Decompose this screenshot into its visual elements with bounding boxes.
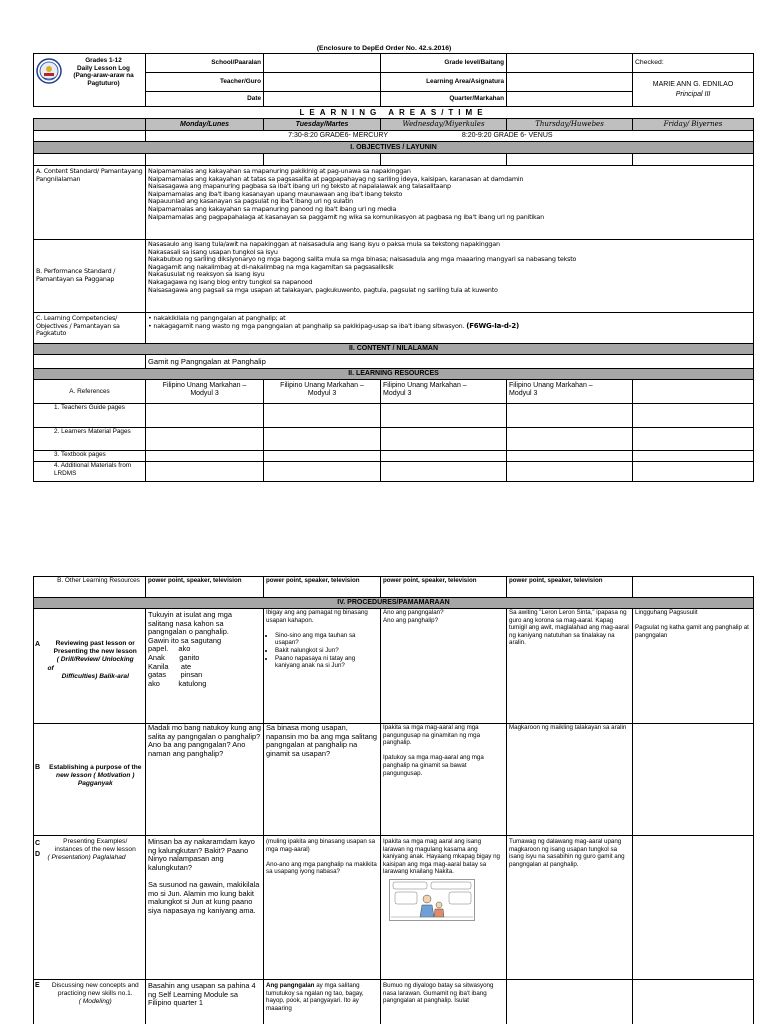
other-tuesday: power point, speaker, television — [264, 577, 381, 598]
proc-cd-thursday: Tumawag ng dalawang mag-aaral upang magkaroon ng isang usapan tungkol sa isang isyu na sasabihin ng guro gamit ang pangngalan at panghalip. — [507, 836, 633, 980]
proc-b-thursday: Magkaroon ng maikling talakayan sa aralin — [507, 724, 633, 836]
competencies-label: C. Learning Competencies/ Objectives / Pamantayan sa Pagkatuto — [34, 313, 146, 344]
performance-standard-label: B. Performance Standard / Pamantayan sa Pagganap — [34, 240, 146, 313]
schedule-second: 8:20-9:20 GRADE 6- VENUS — [461, 132, 553, 140]
proc-a-letter: A — [34, 609, 46, 724]
proc-e-tuesday: Ang pangngalan ay mga salitang tumutukoy sa ngalan ng tao, bagay, hayop, pook, at pangyayari. Ito ay maaaring — [264, 980, 381, 1024]
proc-cd-label: Presenting Examples/ instances of the new lesson ( Presentation) Paglalahad — [46, 836, 146, 980]
learners-material-label: 2. Learners Material Pages — [34, 428, 146, 451]
competencies-text: • nakakikilala ng pangngalan at panghalip; at • nakagagamit nang wasto ng mga pangngalan at panghalip sa pakikipag-usap sa iba't ibang sitwasyon. (F6WG-Ia-d-2) — [146, 313, 754, 344]
parent-child-illustration — [389, 879, 475, 921]
competency-code: (F6WG-Ia-d-2) — [466, 321, 520, 330]
day-wednesday: Wednesday/Miyerkules — [381, 119, 507, 131]
day-tuesday: Tuesday/Martes — [264, 119, 381, 131]
date-value[interactable] — [264, 92, 381, 107]
school-label: School/Paaralan — [146, 54, 264, 73]
proc-cd-letters: C D — [34, 836, 46, 980]
grade-value[interactable] — [507, 54, 633, 73]
proc-b-label: Establishing a purpose of the new lesson ( Motivation ) Pagganyak — [46, 724, 146, 836]
log-title-line: Daily Lesson Log — [77, 64, 130, 72]
lesson-log-table-top — [33, 53, 754, 482]
proc-b-monday: Madali mo bang natukoy kung ang salita ay pangngalan o panghalip? Ano ba ang pangngalan? Ano naman ang panghalip? — [146, 724, 264, 836]
content-standard-text: Naipamamalas ang kakayahan sa mapanuring pakikinig at pag-unawa sa napakinggan Naipamamalas ang kakayahan at tatas sa pagsasalita at pagpapahayag ng sariling ideya, kaisipan, karanasan at damdamin Naisasagawa ang mapanuring pagbasa sa iba't ibang uri ng teksto at napalalawak ang talasalitaanp Naipamamalas ang iba't ibang kasanayan upang maunawaan ang iba't ibang teksto Napauunlad ang kasanayan sa pagsulat ng iba't ibang uri ng sulatin Naipamamalas ang kakayahan sa mapanuring panood ng iba't ibang uri ng media Naipamamalas ang pagpapahalaga at kasanayan sa paggamit ng wika sa komunikasyon at pagbasa ng iba't ibang uri ng panitikan — [146, 166, 754, 240]
other-wednesday: power point, speaker, television — [381, 577, 507, 598]
deped-seal-icon — [36, 58, 62, 84]
checker-name: MARIE ANN G. EDNILAO — [652, 80, 734, 88]
ref-monday: Filipino Unang Markahan – Modyul 3 — [146, 380, 264, 404]
log-title-line: Grades 1-12 — [85, 57, 122, 64]
lesson-log-table-bottom — [33, 576, 754, 1024]
other-resources-label: B. Other Learning Resources — [34, 577, 146, 598]
proc-a-wednesday: Ano ang pangngalan? Ano ang panghalip? — [381, 609, 507, 724]
checker-title: Principal III — [675, 90, 711, 98]
proc-b-tuesday: Sa binasa mong usapan, napansin mo ba ang mga salitang pangngalan at panghalip na ginamit sa usapan? — [264, 724, 381, 836]
proc-cd-tuesday: (muling ipakita ang binasang usapan sa mga mag-aaral) Ano-ano ang mga panghalip na makikita sa usapang iyong nabasa? — [264, 836, 381, 980]
other-monday: power point, speaker, television — [146, 577, 264, 598]
references-label: A. References — [34, 380, 146, 404]
grade-label: Grade level/Baitang — [381, 54, 507, 73]
performance-standard-text: Nasasaulo ang isang tula/awit na napakinggan at naisasadula ang isang isyu o paksa mula sa tekstong napakinggan Nakasasali sa isang usapan tungkol sa isyu Nakabubuo ng sariling diksiyonaryo ng mga bagong salita mula sa mga binasa; naisasadula ang mga maaaring mangyari sa nabasang teksto Nagagamit ang nakalimbag at di-nakalimbag na mga kagamitan sa pagsasaliksik Nakasusulat ng reaksyon sa isang isyu Nakagagawa ng isang blog entry tungkol sa napanood Naisasagawa ang pagsali sa mga usapan at talakayan, pagkukuwento, pagtula, pagsulat ng sariling tula at kuwento — [146, 240, 754, 313]
proc-e-label: Discussing new concepts and practicing new skills no.1. ( Modeling) — [46, 980, 146, 1024]
proc-e-monday: Basahin ang usapan sa pahina 4 ng Self Learning Module sa Filipino quarter 1 — [146, 980, 264, 1024]
objectives-heading: I. OBJECTIVES / LAYUNIN — [34, 142, 754, 154]
teacher-label: Teacher/Guro — [146, 73, 264, 92]
quarter-value[interactable] — [507, 92, 633, 107]
checked-label: Checked: — [633, 54, 754, 73]
content-topic: Gamit ng Pangngalan at Panghalip — [146, 355, 754, 369]
content-standard-label: A. Content Standard/ Pamantayang Pangnilalaman — [34, 166, 146, 240]
proc-a-tuesday: Ibigay ang ang pamagat ng binasang usapan kahapon. • Sino-sino ang mga tauhan sa usapan? • Bakit nalungkot si Jun? • Paano napasaya ni tatay ang kaniyang anak na si Jun? — [264, 609, 381, 724]
resources-heading: II. LEARNING RESOURCES — [34, 369, 754, 380]
area-label: Learning Area/Asignatura — [381, 73, 507, 92]
date-label: Date — [146, 92, 264, 107]
proc-e-wednesday: Bumuo ng diyalogo batay sa sitwasyong nasa larawan. Gumamit ng iba't ibang pangngalan at panghalip. Isulat — [381, 980, 507, 1024]
other-thursday: power point, speaker, television — [507, 577, 633, 598]
lrdms-label: 4. Additional Materials from LRDMS — [34, 462, 146, 482]
learning-areas-heading: LEARNING AREAS/TIME — [34, 107, 754, 119]
ref-thursday: Filipino Unang Markahan – Modyul 3 — [507, 380, 633, 404]
teacher-value[interactable] — [264, 73, 381, 92]
school-value[interactable] — [264, 54, 381, 73]
quarter-label: Quarter/Markahan — [381, 92, 507, 107]
proc-cd-monday: Minsan ba ay nakaramdam kayo ng kalungkutan? Bakit? Paano Ninyo nalampasan ang kalungkutan? Sa susunod na gawain, makikilala mo si Jun. Alamin mo kung bakit malungkot si Jun at kung paano siya napasaya ng kaniyang ama. — [146, 836, 264, 980]
proc-cd-wednesday: Ipakita sa mga mag aaral ang isang larawan ng magulang kasama ang kaniyang anak. Hayaang mkapag bigay ng kaisipan ang mga mag-aaral batay sa larawang knailang Nakita. — [381, 836, 507, 980]
enclosure-note: (Enclosure to DepEd Order No. 42.s.2016) — [316, 45, 452, 52]
proc-a-monday: Tukuyin at isulat ang mga salitang nasa kahon sa pangngalan o panghalip. Gawin ito sa sagutang papel. ako Anak ganito Kanila ate gatas pinsan ako katulong — [146, 609, 264, 724]
content-heading: II. CONTENT / NILALAMAN — [34, 344, 754, 355]
deped-logo-cell — [34, 54, 146, 107]
procedures-heading: IV. PROCEDURES/PAMAMARAAN — [34, 598, 754, 609]
schedule-row — [146, 131, 754, 142]
day-monday: Monday/Lunes — [146, 119, 264, 131]
proc-a-thursday: Sa awiting "Leron Leron Sinta," ipapasa ng guro ang korona sa mag-aaral. Kapag tumigil ang awit, maglalahad ang mag-aaral ng kaniyang natutuhan sa tinalakay na aralin. — [507, 609, 633, 724]
textbook-pages-label: 3. Textbook pages — [34, 451, 146, 462]
ref-tuesday: Filipino Unang Markahan – Modyul 3 — [264, 380, 381, 404]
checker-cell — [633, 73, 754, 107]
area-value[interactable] — [507, 73, 633, 92]
proc-a-friday: Lingguhang Pagsusulit Pagsulat ng katha gamit ang panghalip at pangngalan — [633, 609, 754, 724]
days-corner — [34, 119, 146, 131]
teachers-guide-label: 1. Teachers Guide pages — [34, 404, 146, 428]
proc-a-label: Reviewing past lesson or Presenting the new lesson ( Drill/Review/ Unlocking of Difficulties) Balik-aral — [46, 609, 146, 724]
day-thursday: Thursday/Huwebes — [507, 119, 633, 131]
proc-e-letter: E — [34, 980, 46, 1024]
proc-b-letter: B — [34, 724, 46, 836]
proc-b-wednesday: Ipakita sa mga mag-aaral ang mga pangungusap na ginamitan ng mga panghalip. Ipatukoy sa mga mag-aaral ang mga panghalip na ginamit sa bawat pangungusap. — [381, 724, 507, 836]
day-friday: Friday/ Biyernes — [633, 119, 754, 131]
ref-wednesday: Filipino Unang Markahan – Modyul 3 — [381, 380, 507, 404]
schedule-first: 7:30-8:20 GRADE6- MERCURY — [288, 132, 389, 140]
log-title-line: (Pang-araw-araw na Pagtuturo) — [73, 72, 134, 87]
